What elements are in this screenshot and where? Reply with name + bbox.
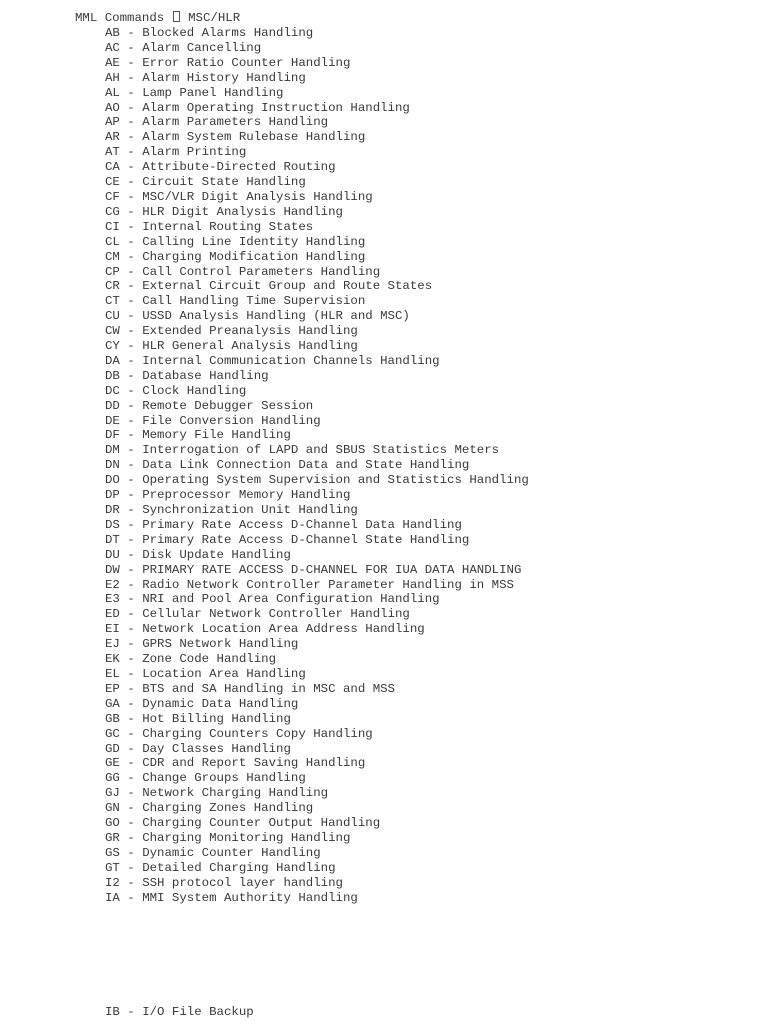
command-row — [105, 354, 529, 369]
command-name: HLR General Analysis Handling — [142, 339, 358, 354]
command-row — [105, 160, 529, 175]
command-separator: - — [119, 547, 143, 562]
command-code: CY — [105, 339, 120, 354]
command-row — [105, 786, 529, 801]
command-code: DS — [105, 517, 120, 532]
command-separator: - — [119, 681, 143, 696]
command-separator: - — [119, 652, 143, 667]
command-separator: - — [119, 234, 143, 249]
command-name: Data Link Connection Data and State Handling — [142, 458, 470, 473]
command-separator: - — [119, 26, 143, 40]
command-code: EP — [105, 681, 120, 696]
command-name: Disk Update Handling — [142, 547, 291, 562]
command-name: Blocked Alarms Handling — [142, 26, 314, 40]
command-name: HLR Digit Analysis Handling — [142, 204, 343, 219]
command-separator: - — [119, 786, 143, 801]
command-row — [105, 428, 529, 443]
command-name: Synchronization Unit Handling — [142, 503, 358, 517]
command-name: Charging Monitoring Handling — [142, 830, 351, 845]
command-separator: - — [119, 577, 143, 592]
command-separator: - — [119, 1005, 143, 1019]
command-row — [105, 861, 529, 876]
command-row — [105, 727, 529, 742]
command-row — [105, 145, 529, 160]
command-separator: - — [119, 383, 143, 398]
command-name: PRIMARY RATE ACCESS D-CHANNEL FOR IUA DATA HANDLING — [142, 562, 522, 577]
command-name: Attribute-Directed Routing — [142, 160, 336, 175]
command-separator: - — [119, 339, 143, 354]
command-code: DM — [105, 443, 120, 458]
command-row — [105, 533, 529, 548]
command-code: GB — [105, 711, 120, 726]
command-code: CI — [105, 219, 120, 234]
command-code: E3 — [105, 592, 120, 607]
command-code: CG — [105, 204, 120, 219]
command-separator: - — [119, 189, 143, 204]
command-separator: - — [119, 294, 143, 309]
command-name: MSC/VLR Digit Analysis Handling — [142, 189, 373, 204]
command-name: I/O File Backup — [142, 1005, 254, 1019]
command-row — [105, 339, 529, 354]
command-separator: - — [119, 517, 143, 532]
command-name: Internal Routing States — [142, 219, 314, 234]
command-row — [105, 115, 529, 130]
command-separator: - — [119, 204, 143, 219]
command-row — [105, 742, 529, 757]
command-code: DD — [105, 398, 120, 413]
command-code: AO — [105, 100, 120, 115]
command-row — [105, 816, 529, 831]
command-row — [105, 592, 529, 607]
command-separator: - — [119, 458, 143, 473]
command-separator: - — [119, 368, 143, 383]
command-row — [105, 101, 529, 116]
command-row — [105, 399, 529, 414]
command-row — [105, 563, 529, 578]
command-separator: - — [119, 890, 143, 905]
command-name: File Conversion Handling — [142, 413, 321, 428]
command-name: Detailed Charging Handling — [142, 860, 336, 875]
command-code: DF — [105, 428, 120, 443]
command-name: Radio Network Controller Parameter Handling in MSS — [142, 577, 514, 592]
command-code: GD — [105, 741, 120, 756]
command-code: IB — [105, 1005, 120, 1019]
command-separator: - — [119, 40, 143, 55]
command-separator: - — [119, 830, 143, 845]
command-separator: - — [119, 622, 143, 637]
command-row — [105, 279, 529, 294]
command-separator: - — [119, 801, 143, 816]
command-name: CDR and Report Saving Handling — [142, 756, 366, 771]
command-code: GA — [105, 696, 120, 711]
command-separator: - — [119, 219, 143, 234]
command-name: Primary Rate Access D-Channel Data Handling — [142, 517, 462, 532]
command-name: Internal Communication Channels Handling — [142, 353, 440, 368]
command-separator: - — [119, 607, 143, 622]
command-row — [105, 697, 529, 712]
command-code: DE — [105, 413, 120, 428]
command-name: Lamp Panel Handling — [142, 85, 284, 100]
command-separator: - — [119, 488, 143, 503]
command-code: CR — [105, 279, 120, 294]
command-code: AR — [105, 130, 120, 145]
command-code: EJ — [105, 637, 120, 652]
missing-glyph-icon — [173, 11, 180, 22]
command-row — [105, 488, 529, 503]
command-row — [105, 503, 529, 518]
command-name: Interrogation of LAPD and SBUS Statistics Meters — [142, 443, 500, 458]
command-name: GPRS Network Handling — [142, 637, 299, 652]
command-row — [105, 294, 529, 309]
command-separator: - — [119, 115, 143, 130]
command-name: Charging Counters Copy Handling — [142, 726, 373, 741]
command-code: GT — [105, 860, 120, 875]
command-separator: - — [119, 875, 143, 890]
command-separator: - — [119, 816, 143, 831]
command-code: DW — [105, 562, 120, 577]
command-name: Call Control Parameters Handling — [142, 264, 381, 279]
command-name: Memory File Handling — [142, 428, 291, 443]
command-code: CF — [105, 189, 120, 204]
command-name: Alarm History Handling — [142, 70, 306, 85]
command-row — [105, 41, 529, 56]
command-row — [105, 175, 529, 190]
command-code: DA — [105, 353, 120, 368]
command-row — [105, 1005, 254, 1020]
command-name: Calling Line Identity Handling — [142, 234, 366, 249]
command-code: CA — [105, 160, 120, 175]
command-name: Hot Billing Handling — [142, 711, 291, 726]
command-name: SSH protocol layer handling — [142, 875, 343, 890]
command-name: Operating System Supervision and Statistics Handling — [142, 473, 529, 488]
command-separator: - — [119, 666, 143, 681]
command-name: Alarm Parameters Handling — [142, 115, 329, 130]
command-separator: - — [119, 756, 143, 771]
command-row — [105, 652, 529, 667]
command-row — [105, 756, 529, 771]
command-separator: - — [119, 637, 143, 652]
command-name: Zone Code Handling — [142, 652, 277, 667]
command-separator: - — [119, 160, 143, 175]
command-code: DB — [105, 368, 120, 383]
command-separator: - — [119, 398, 143, 413]
command-code: GC — [105, 726, 120, 741]
command-code: CP — [105, 264, 120, 279]
command-code: CU — [105, 309, 120, 324]
command-row — [105, 26, 529, 41]
command-row — [105, 682, 529, 697]
command-row — [105, 846, 529, 861]
command-name: Remote Debugger Session — [142, 398, 314, 413]
command-code: GR — [105, 830, 120, 845]
command-name: Alarm Operating Instruction Handling — [142, 100, 410, 115]
command-row — [105, 220, 529, 235]
command-separator: - — [119, 413, 143, 428]
command-row — [105, 443, 529, 458]
command-row — [105, 712, 529, 727]
command-name: MMI System Authority Handling — [142, 890, 358, 905]
command-row — [105, 458, 529, 473]
command-name: Location Area Handling — [142, 666, 306, 681]
command-row — [105, 548, 529, 563]
command-name: Network Location Area Address Handling — [142, 622, 425, 637]
command-row — [105, 190, 529, 205]
command-code: AE — [105, 55, 120, 70]
command-name: Preprocessor Memory Handling — [142, 488, 351, 503]
command-name: Database Handling — [142, 368, 269, 383]
command-list-continued — [105, 1005, 254, 1020]
command-row — [105, 801, 529, 816]
command-name: Primary Rate Access D-Channel State Handling — [142, 532, 470, 547]
command-separator: - — [119, 249, 143, 264]
title-right: MSC/HLR — [188, 11, 241, 25]
command-separator: - — [119, 353, 143, 368]
command-row — [105, 473, 529, 488]
command-code: CT — [105, 294, 120, 309]
command-row — [105, 265, 529, 280]
command-name: Error Ratio Counter Handling — [142, 55, 351, 70]
command-row — [105, 384, 529, 399]
command-separator: - — [119, 503, 143, 517]
command-name: Extended Preanalysis Handling — [142, 324, 358, 339]
command-name: Call Handling Time Supervision — [142, 294, 366, 309]
command-code: ED — [105, 607, 120, 622]
command-code: AL — [105, 85, 120, 100]
command-code: AP — [105, 115, 120, 130]
command-separator: - — [119, 711, 143, 726]
command-separator: - — [119, 741, 143, 756]
command-separator: - — [119, 428, 143, 443]
command-name: Charging Counter Output Handling — [142, 816, 381, 831]
command-name: Network Charging Handling — [142, 786, 329, 801]
command-separator: - — [119, 130, 143, 145]
command-code: DR — [105, 503, 120, 517]
command-name: Cellular Network Controller Handling — [142, 607, 410, 622]
command-separator: - — [119, 100, 143, 115]
command-name: External Circuit Group and Route States — [142, 279, 433, 294]
command-code: DT — [105, 532, 120, 547]
command-row — [105, 205, 529, 220]
command-name: Alarm Printing — [142, 145, 247, 160]
command-code: AH — [105, 70, 120, 85]
command-separator: - — [119, 85, 143, 100]
command-separator: - — [119, 845, 143, 860]
command-code: EL — [105, 666, 120, 681]
command-code: AB — [105, 26, 120, 40]
command-row — [105, 369, 529, 384]
command-separator: - — [119, 55, 143, 70]
command-separator: - — [119, 279, 143, 294]
command-name: Charging Zones Handling — [142, 801, 314, 816]
command-separator: - — [119, 473, 143, 488]
command-separator: - — [119, 592, 143, 607]
command-separator: - — [119, 860, 143, 875]
command-code: GJ — [105, 786, 120, 801]
command-separator: - — [119, 324, 143, 339]
command-row — [105, 771, 529, 786]
command-separator: - — [119, 145, 143, 160]
command-row — [105, 56, 529, 71]
command-row — [105, 250, 529, 265]
command-separator: - — [119, 532, 143, 547]
command-separator: - — [119, 771, 143, 786]
command-row — [105, 309, 529, 324]
command-name: Change Groups Handling — [142, 771, 306, 786]
command-code: GN — [105, 801, 120, 816]
command-row — [105, 414, 529, 429]
command-separator: - — [119, 264, 143, 279]
document-title — [75, 11, 240, 26]
command-name: Circuit State Handling — [142, 175, 306, 190]
command-separator: - — [119, 175, 143, 190]
command-code: DO — [105, 473, 120, 488]
command-name: Dynamic Data Handling — [142, 696, 299, 711]
command-code: GO — [105, 816, 120, 831]
command-separator: - — [119, 309, 143, 324]
command-code: DC — [105, 383, 120, 398]
command-code: E2 — [105, 577, 120, 592]
command-row — [105, 578, 529, 593]
command-row — [105, 130, 529, 145]
command-list — [105, 26, 529, 905]
command-code: CL — [105, 234, 120, 249]
command-code: CM — [105, 249, 120, 264]
command-code: CW — [105, 324, 120, 339]
command-row — [105, 235, 529, 250]
command-separator: - — [119, 726, 143, 741]
command-row — [105, 891, 529, 906]
command-name: Dynamic Counter Handling — [142, 845, 321, 860]
command-name: USSD Analysis Handling (HLR and MSC) — [142, 309, 410, 324]
command-code: GS — [105, 845, 120, 860]
command-separator: - — [119, 562, 143, 577]
command-row — [105, 667, 529, 682]
command-name: Charging Modification Handling — [142, 249, 366, 264]
command-row — [105, 622, 529, 637]
command-separator: - — [119, 696, 143, 711]
command-code: AC — [105, 40, 120, 55]
command-code: AT — [105, 145, 120, 160]
command-row — [105, 637, 529, 652]
command-row — [105, 831, 529, 846]
title-left: MML Commands — [75, 11, 165, 25]
command-code: DP — [105, 488, 120, 503]
command-code: IA — [105, 890, 120, 905]
command-name: Clock Handling — [142, 383, 247, 398]
command-name: Day Classes Handling — [142, 741, 291, 756]
command-name: NRI and Pool Area Configuration Handling — [142, 592, 440, 607]
command-name: BTS and SA Handling in MSC and MSS — [142, 681, 395, 696]
command-row — [105, 607, 529, 622]
command-separator: - — [119, 443, 143, 458]
command-code: DN — [105, 458, 120, 473]
command-code: GE — [105, 756, 120, 771]
command-code: GG — [105, 771, 120, 786]
command-code: EK — [105, 652, 120, 667]
command-name: Alarm System Rulebase Handling — [142, 130, 366, 145]
command-name: Alarm Cancelling — [142, 40, 262, 55]
command-code: DU — [105, 547, 120, 562]
command-row — [105, 71, 529, 86]
command-row — [105, 324, 529, 339]
command-row — [105, 518, 529, 533]
command-row — [105, 86, 529, 101]
command-code: EI — [105, 622, 120, 637]
command-code: I2 — [105, 875, 120, 890]
command-row — [105, 876, 529, 891]
command-code: CE — [105, 175, 120, 190]
command-separator: - — [119, 70, 143, 85]
